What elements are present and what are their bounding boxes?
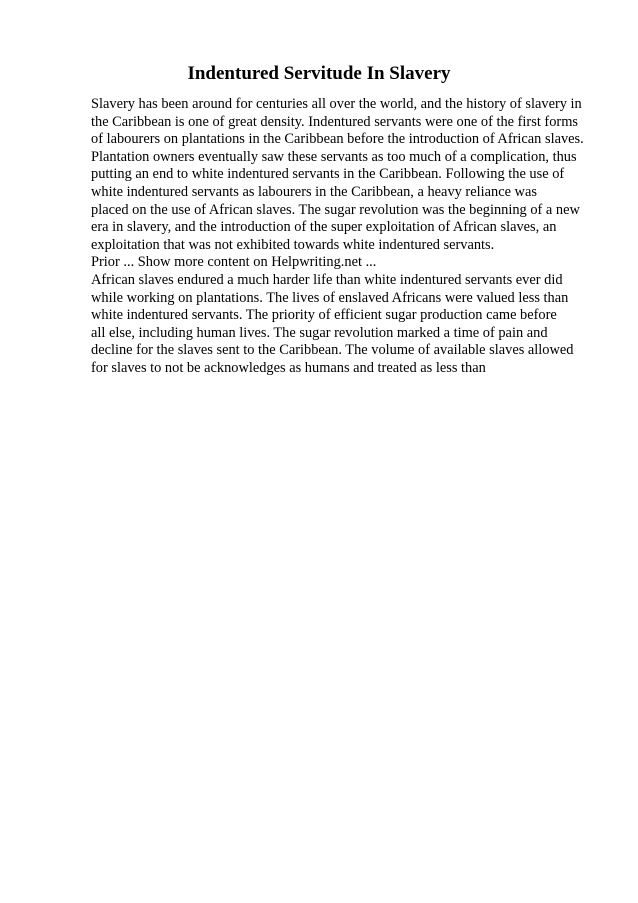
body-line: decline for the slaves sent to the Caribbean. The volume of available slaves allowed xyxy=(91,342,574,359)
body-line: while working on plantations. The lives of enslaved Africans were valued less than xyxy=(91,289,569,306)
body-line: putting an end to white indentured servants in the Caribbean. Following the use of xyxy=(91,166,565,183)
document-body xyxy=(91,96,611,378)
show-more-line: Prior ... Show more content on Helpwriting.net ... xyxy=(91,254,377,271)
body-line: the Caribbean is one of great density. Indentured servants were one of the first forms xyxy=(91,113,578,130)
body-line: of labourers on plantations in the Caribbean before the introduction of African slaves. xyxy=(91,131,584,148)
body-line: African slaves endured a much harder life than white indentured servants ever did xyxy=(91,271,563,288)
body-line: Slavery has been around for centuries all over the world, and the history of slavery in xyxy=(91,96,582,112)
body-line: white indentured servants. The priority of efficient sugar production came before xyxy=(91,307,557,324)
body-line: exploitation that was not exhibited towards white indentured servants. xyxy=(91,236,495,253)
body-line: era in slavery, and the introduction of the super exploitation of African slaves, an xyxy=(91,219,557,236)
body-line: white indentured servants as labourers in the Caribbean, a heavy reliance was xyxy=(91,183,537,200)
body-line: placed on the use of African slaves. The sugar revolution was the beginning of a new xyxy=(91,201,580,218)
body-line: all else, including human lives. The sugar revolution marked a time of pain and xyxy=(91,324,548,341)
body-line: Plantation owners eventually saw these servants as too much of a complication, thus xyxy=(91,148,577,165)
body-line: for slaves to not be acknowledges as humans and treated as less than xyxy=(91,359,486,376)
document-title: Indentured Servitude In Slavery xyxy=(187,63,451,84)
